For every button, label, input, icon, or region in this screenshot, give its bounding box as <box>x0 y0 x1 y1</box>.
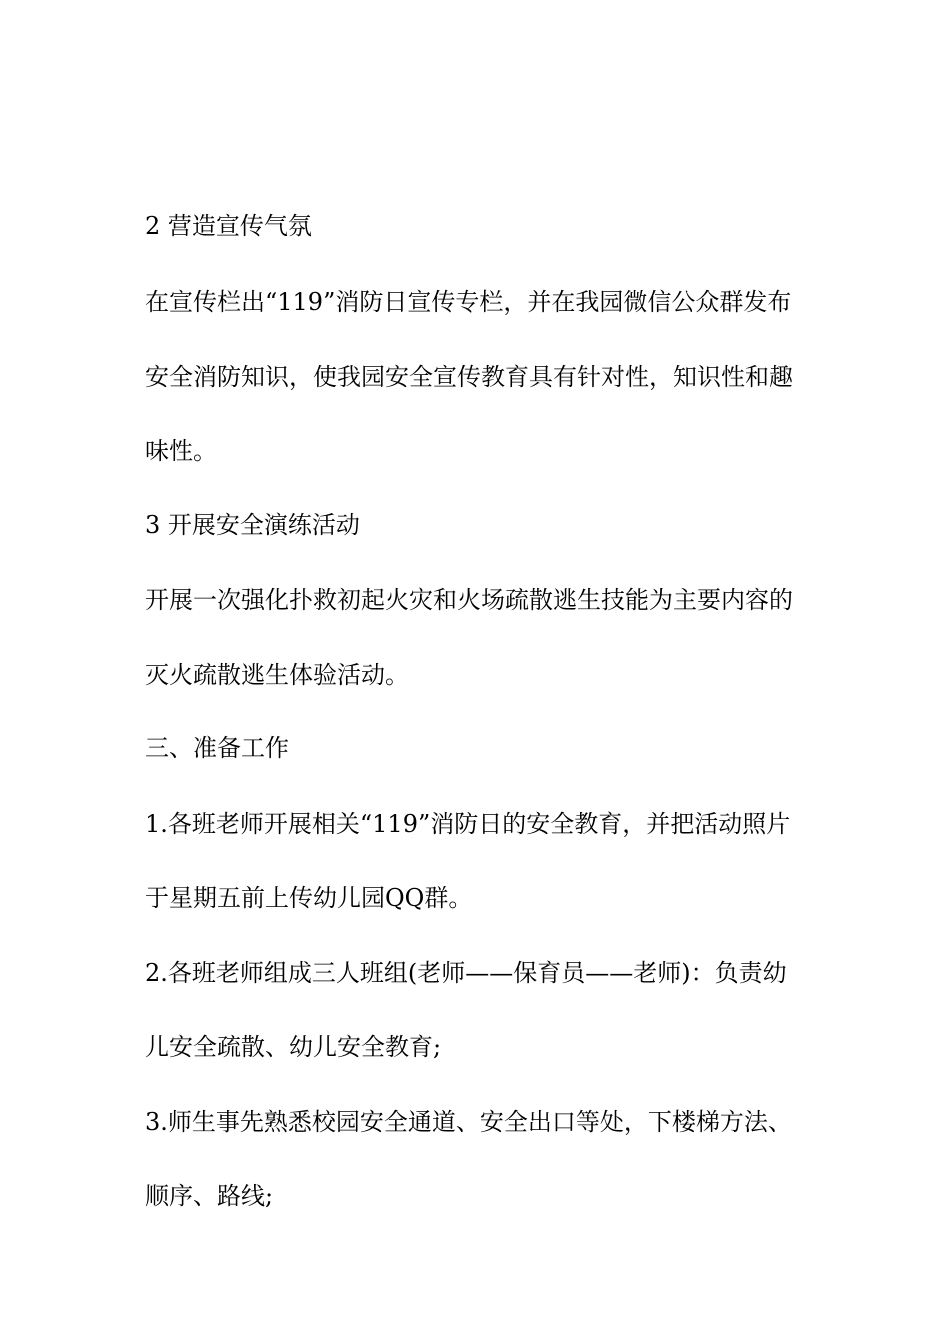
list-item-line: 于星期五前上传幼儿园QQ群。 <box>145 884 473 912</box>
section-heading-drill: 3 开展安全演练活动 <box>145 511 360 539</box>
paragraph-line: 灭火疏散逃生体验活动。 <box>145 661 409 689</box>
section-heading-preparation: 三、准备工作 <box>145 734 289 762</box>
list-item-line: 顺序、路线; <box>145 1182 274 1210</box>
paragraph-line: 安全消防知识，使我园安全宣传教育具有针对性，知识性和趣 <box>145 363 793 391</box>
paragraph-line: 在宣传栏出“119”消防日宣传专栏，并在我园微信公众群发布 <box>145 288 792 316</box>
paragraph-line: 味性。 <box>145 437 217 465</box>
paragraph-line: 开展一次强化扑救初起火灾和火场疏散逃生技能为主要内容的 <box>145 586 793 614</box>
section-heading-atmosphere: 2 营造宣传气氛 <box>145 212 312 240</box>
list-item-line: 1.各班老师开展相关“119”消防日的安全教育，并把活动照片 <box>145 810 791 838</box>
list-item-line: 儿安全疏散、幼儿安全教育; <box>145 1033 442 1061</box>
list-item-line: 2.各班老师组成三人班组(老师——保育员——老师)：负责幼 <box>145 959 787 987</box>
list-item-line: 3.师生事先熟悉校园安全通道、安全出口等处，下楼梯方法、 <box>145 1108 792 1136</box>
